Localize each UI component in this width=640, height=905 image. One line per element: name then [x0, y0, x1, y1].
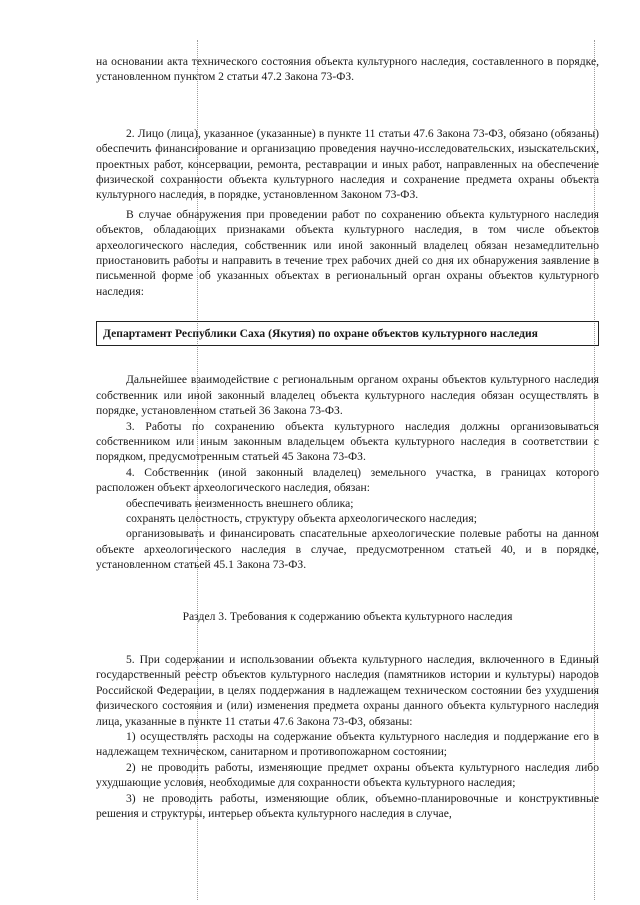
- paragraph-interaction: Дальнейшее взаимодействие с региональным органом охраны объектов культурного наследия собственник или иной законный владелец объекта культурного наследия обязан осуществлять в порядке, установленном статьей 36 Закона 73-ФЗ.: [96, 373, 599, 418]
- list-item-no-appearance-change: 3) не проводить работы, изменяющие облик, объемно-планировочные и конструктивные решения и структуры, интерьер объекта культурного наследия в случае,: [96, 791, 599, 821]
- paragraph-clause-5: 5. При содержании и использовании объекта культурного наследия, включенного в Единый государственный реестр объектов культурного наследия (памятников истории и культуры) народов Российской Федерации, в целях поддержания в надлежащем техническом состоянии без ухудшения физического состояния и (или) изменения предмета охраны данного объекта культурного наследия лица, указанные в пункте 11 статьи 47.6 Закона 73-ФЗ, обязаны:: [96, 652, 599, 728]
- document-body: [96, 54, 599, 821]
- paragraph-top-0: на основании акта технического состояния объекта культурного наследия, составленного в порядке, установленном пунктом 2 статьи 47.2 Закона 73-ФЗ.: [96, 55, 599, 84]
- paragraph-clause-4: 4. Собственник (иной законный владелец) земельного участка, в границах которого расположен объект археологического наследия, обязан:: [96, 465, 599, 495]
- list-item-no-protection-change: 2) не проводить работы, изменяющие предмет охраны объекта культурного наследия либо ухудшающие условия, необходимые для сохранности объекта культурного наследия;: [96, 760, 599, 790]
- paragraph-discovery: В случае обнаружения при проведении работ по сохранению объекта культурного наследия объектов, обладающих признаками объекта культурного наследия, в том числе объектов археологического наследия, собственник или иной законный владелец обязан незамедлительно приостановить работы и направить в течение трех рабочих дней со дня их обнаружения заявление в письменной форме об указанных объектах в региональный орган охраны объектов культурного наследия:: [96, 207, 599, 298]
- department-box: Департамент Республики Саха (Якутия) по охране объектов культурного наследия: [96, 321, 599, 346]
- paragraph-clause-2: 2. Лицо (лица), указанное (указанные) в пункте 11 статьи 47.6 Закона 73-ФЗ, обязано (обязаны) обеспечить финансирование и организацию проведения научно-исследовательских, изыскательских, проектных работ, консервации, ремонта, реставрации и иных работ, направленных на обеспечение физической сохранности объекта культурного наследия и сохранение предмета охраны объекта культурного наследия, в порядке, установленном Законом 73-ФЗ.: [96, 126, 599, 202]
- section-title: Раздел 3. Требования к содержанию объекта культурного наследия: [182, 609, 513, 623]
- list-item-integrity: сохранять целостность, структуру объекта археологического наследия;: [126, 511, 477, 525]
- list-item-rescue-works: организовывать и финансировать спасательные археологические полевые работы на данном объекте археологического наследия в случае, предусмотренном статьей 40, и в порядке, установленном статьей 45.1 Закона 73-ФЗ.: [96, 527, 599, 572]
- list-item-appearance: обеспечивать неизменность внешнего облика;: [126, 496, 354, 510]
- list-item-expenses: 1) осуществлять расходы на содержание объекта культурного наследия и поддержание его в надлежащем техническом, санитарном и противопожарном состоянии;: [96, 730, 599, 759]
- paragraph-clause-3: 3. Работы по сохранению объекта культурного наследия должны организовываться собственником или иным законным владельцем объекта культурного наследия в соответствии с порядком, предусмотренным статьей 45 Закона 73-ФЗ.: [96, 419, 599, 464]
